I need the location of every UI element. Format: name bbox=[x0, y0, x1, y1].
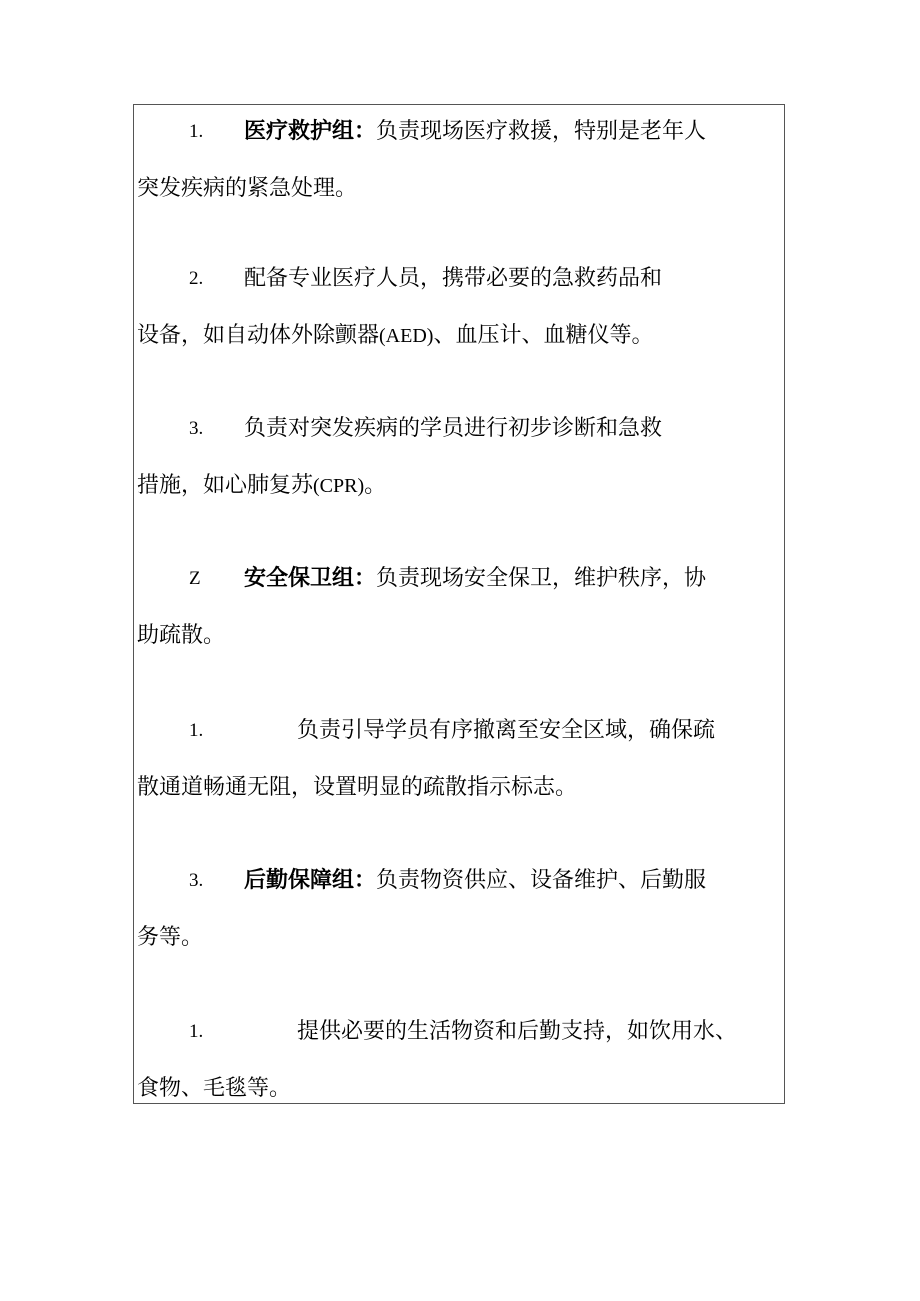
body-text: 负责引导学员有序撤离至安全区域，确保疏 bbox=[297, 718, 716, 743]
line-text bbox=[244, 117, 706, 147]
item-number: 1. bbox=[189, 121, 204, 142]
document-frame bbox=[133, 104, 785, 1104]
body-text: 提供必要的生活物资和后勤支持，如饮用水、 bbox=[297, 1019, 738, 1044]
body-text: 。 bbox=[364, 473, 387, 498]
item-number: 2. bbox=[189, 268, 204, 289]
item-number: 1. bbox=[189, 1021, 204, 1042]
body-text: 设备，如自动体外除颤器 bbox=[137, 323, 380, 348]
item-number: 1. bbox=[189, 720, 204, 741]
continuation-line: 助疏散。 bbox=[137, 623, 226, 648]
continuation-line: 食物、毛毯等。 bbox=[137, 1076, 292, 1101]
section-heading: 安全保卫组： bbox=[244, 566, 377, 591]
body-text: 负责现场安全保卫，维护秩序，协 bbox=[376, 566, 707, 591]
section-heading: 后勤保障组： bbox=[244, 868, 377, 893]
abbreviation: (AED) bbox=[379, 325, 434, 347]
item-number: 3. bbox=[189, 870, 204, 891]
abbreviation: (CPR) bbox=[313, 475, 365, 497]
continuation-line: 散通道畅通无阻，设置明显的疏散指示标志。 bbox=[137, 775, 578, 800]
continuation-line: 突发疾病的紧急处理。 bbox=[137, 176, 358, 201]
body-text: 负责现场医疗救援，特别是老年人 bbox=[376, 119, 707, 144]
body-text: 、血压计、血糖仪等。 bbox=[433, 323, 654, 348]
body-text: 负责对突发疾病的学员进行初步诊断和急救 bbox=[244, 416, 663, 441]
continuation-line bbox=[137, 471, 386, 501]
line-text bbox=[244, 564, 706, 594]
line-text bbox=[244, 866, 706, 896]
continuation-line bbox=[137, 321, 653, 351]
section-heading: 医疗救护组： bbox=[244, 119, 377, 144]
item-number: 3. bbox=[189, 418, 204, 439]
body-text: 配备专业医疗人员，携带必要的急救药品和 bbox=[244, 266, 663, 291]
body-text: 措施，如心肺复苏 bbox=[137, 473, 314, 498]
body-text: 负责物资供应、设备维护、后勤服 bbox=[376, 868, 707, 893]
continuation-line: 务等。 bbox=[137, 925, 204, 950]
item-number: Z bbox=[189, 568, 201, 589]
